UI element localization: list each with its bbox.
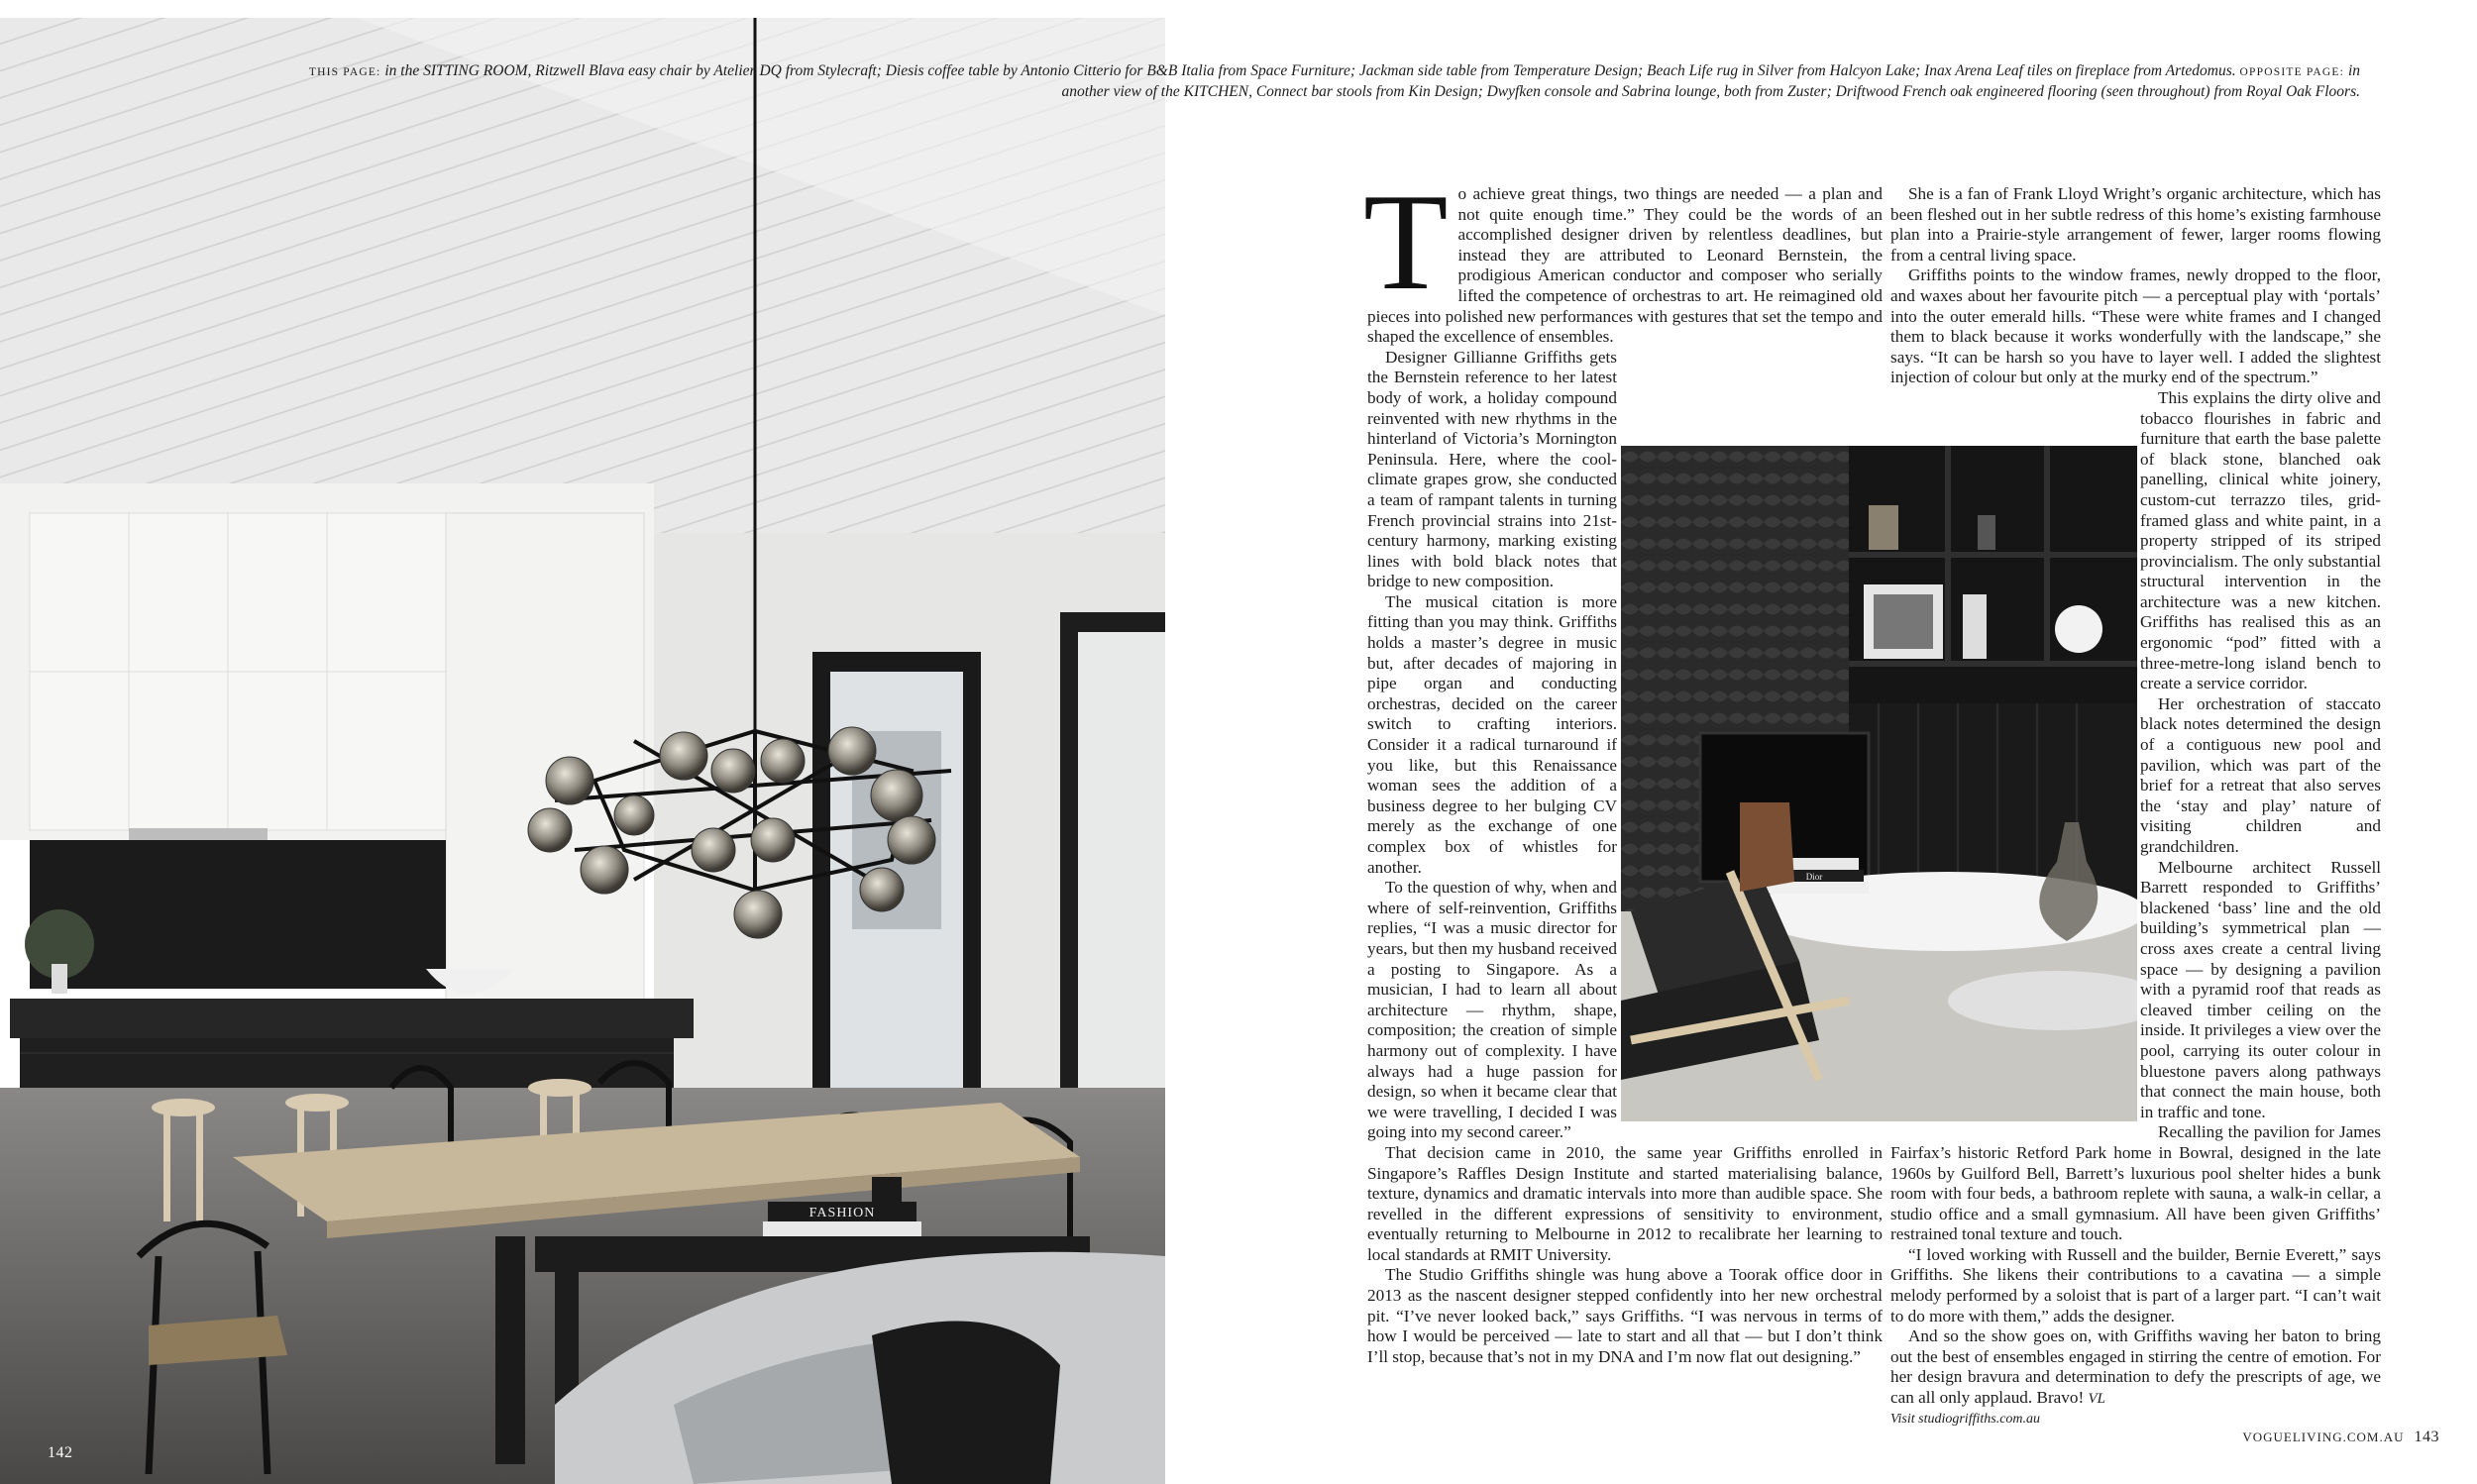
book-dior: Dior (1805, 872, 1823, 882)
article-paragraph: To achieve great things, two things are needed — a plan and not quite enough time.” They could be the words of an accomplished designer driven by relentless deadlines, but instead they are attributed to Leonard Bernstein, the prodigious American conductor and composer who serially lifted the competence of orchestras to art. He reimagined old pieces into polished new performances with gestures that set the tempo and shaped the excellence of ensembles. (1363, 165, 1883, 347)
article-paragraph: Recalling the pavilion for James Fairfax’s historic Retford Park home in Bowral, designed in the late 1960s by Guilford Bell, Barrett’s luxurious pool shelter hides a bunk room with four beds, a bathroom replete with sauna, a walk-in cellar, a studio office and a small gymnasium. All have been given Griffiths’ restrained tonal texture and touch. (1890, 1122, 2381, 1244)
page-footer-right (2242, 1429, 2439, 1446)
sitting-room-photo (1621, 446, 2137, 1121)
photo-caption (297, 61, 2360, 101)
caption-lead-this-page: THIS PAGE: (308, 66, 381, 78)
article-paragraph: Her orchestration of staccato black notes determined the design of a contiguous new pool and pavilion, which was part of the brief for a retreat that also serves the ‘stay and play’ nature of visiting children and grandchildren. (2140, 693, 2381, 856)
article-paragraph: The musical citation is more fitting than you may think. Griffiths holds a master’s degree in music but, after decades of majoring in pipe organ and conducting orchestras, decided on the career switch to crafting interiors. Consider it a radical turnaround if you like, but this Renaissance woman sees the addition of a business degree to her bulging CV merely as the exchange of one complex box of whistles for another. (1367, 591, 1617, 877)
article-paragraph: This explains the dirty olive and tobacco flourishes in fabric and furniture that earth the base palette of black stone, blanched oak panelling, clinical white joinery, custom-cut terrazzo tiles, grid-framed glass and white paint, in a property stripped of its striped provincialism. The only substantial structural intervention in the architecture was a new kitchen. Griffiths has realised this as an ergonomic “pod” fitted with a three-metre-long island bench to create a service corridor. (2140, 387, 2381, 693)
article-paragraph: The Studio Griffiths shingle was hung above a Toorak office door in 2013 as the nascent designer stepped confidently into her new orchestral pit. “I’ve never looked back,” says Griffiths. “I was nervous in terms of how I would be perceived — late to start and all that — but I don’t think I’ll stop, because that’s not in my DNA and I’m now flat out designing.” (1367, 1265, 1883, 1366)
caption-text-opposite-page: in another view of the KITCHEN, Connect bar stools from Kin Design; Dwyfken console and Sabrina lounge, both from Zuster; Driftwood French oak engineered flooring (seen throughout) from Royal Oak Floors. (1061, 62, 2360, 100)
article-paragraph: Melbourne architect Russell Barrett responded to Griffiths’ blackened ‘bass’ line and the old building’s symmetrical plan — cross axes create a central living space — by designing a pavilion with a pyramid roof that reads as cleaved timber ceiling on the inside. It privileges a view over the pool, carrying its outer colour in bluestone pavers along pathways that connect the main house, both in traffic and tone. (2140, 857, 2381, 1121)
kitchen-dining-photo (0, 18, 1165, 1484)
drop-cap: T (1363, 165, 1449, 319)
article-paragraph: That decision came in 2010, the same year Griffiths enrolled in Singapore’s Raffles Design Institute and started materialising balance, texture, dynamics and dramatic intervals into more than audible space. She revelled in the different expressions of sensitivity to environment, eventually returning to Melbourne in 2012 to recalibrate her learning to local standards at RMIT University. (1367, 1142, 1883, 1264)
caption-text-this-page: in the SITTING ROOM, Ritzwell Blava easy chair by Atelier DQ from Stylecraft; Diesis coffee table by Antonio Citterio for B&B Italia from Space Furniture; Jackman side table from Temperature Design; Beach Life rug in Silver from Halcyon Lake; Inax Arena Leaf tiles on fireplace from Artedomus. (380, 62, 2240, 79)
article-paragraph: Griffiths points to the window frames, newly dropped to the floor, and waxes about her favourite pitch — a perceptual play with ‘portals’ into the outer emerald hills. “These were white frames and I changed them to black because it works wonderfully with the landscape,” she says. “It can be harsh so you have to layer well. I added the slightest injection of colour but only at the murky end of the spectrum.” (1890, 265, 2381, 387)
page-number-left: 142 (48, 1444, 73, 1461)
article-paragraph: And so the show goes on, with Griffiths waving her baton to bring out the best of ensembles engaged in stirring the centre of emotion. For her design bravura and determination to defy the prescripts of age, we can all only applaud. Bravo! VL (1890, 1326, 2381, 1408)
article-paragraph: To the question of why, when and where of self-reinvention, Griffiths replies, “I was a music director for years, but then my husband received a posting to Singapore. As a musician, I had to learn all about architecture — rhythm, shape, composition; the creation of simple harmony out of complexity. I have always had a huge passion for design, so when it became clear that we were travelling, I decided I was going into my second career.” (1367, 878, 1617, 1142)
left-page (0, 0, 1165, 1484)
page-number-right: 143 (2414, 1429, 2439, 1445)
book-spine-fashion: FASHION (808, 1206, 876, 1220)
website-footer: VOGUELIVING.COM.AU (2242, 1430, 2405, 1444)
sign-off: VL (2088, 1391, 2106, 1408)
article-paragraph: She is a fan of Frank Lloyd Wright’s organic architecture, which has been fleshed out in her subtle redress of this home’s existing farmhouse plan into a Prairie-style arrangement of fewer, larger rooms flowing from a central living space. (1890, 184, 2381, 265)
caption-lead-opposite-page: OPPOSITE PAGE: (2239, 66, 2345, 78)
website-credit: Visit studiogriffiths.com.au (1890, 1411, 2041, 1427)
article-paragraph: “I loved working with Russell and the builder, Bernie Everett,” says Griffiths. She likens their contributions to a cavatina — a simple melody performed by a soloist that is part of a larger part. “I can’t wait to do more with them,” adds the designer. (1890, 1244, 2381, 1325)
article-paragraph: Designer Gillianne Griffiths gets the Bernstein reference to her latest body of work, a holiday compound reinvented with new rhythms in the hinterland of Victoria’s Mornington Peninsula. Here, where the cool-climate grapes grow, she conducted a team of rampant talents in turning French provincial strains into 21st-century harmony, marking existing lines with bold black notes that bridge to new composition. (1367, 347, 1617, 591)
